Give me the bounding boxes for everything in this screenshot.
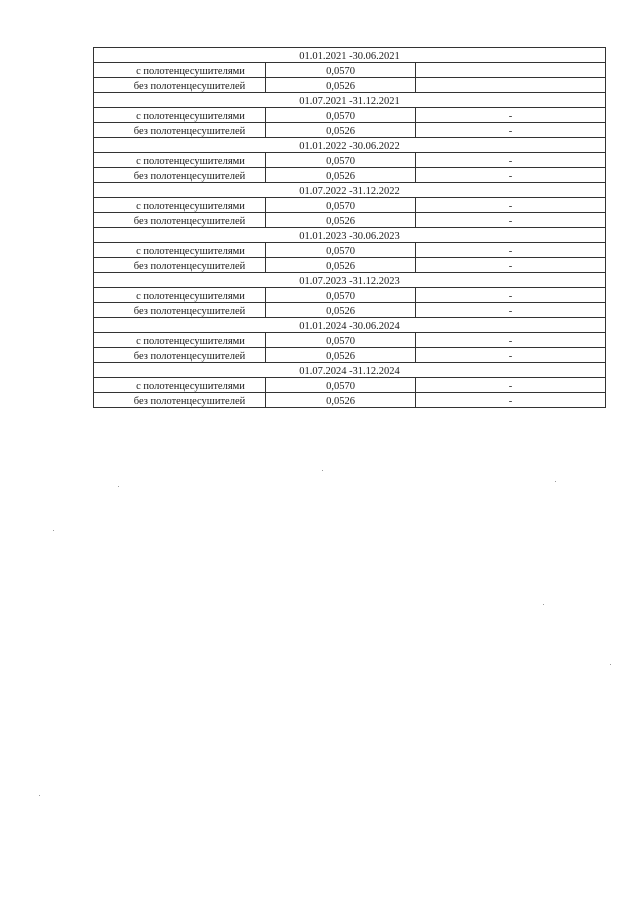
row-type-label: с полотенцесушителями [94, 333, 266, 348]
period-row [94, 138, 606, 153]
row-extra: - [416, 168, 606, 183]
period-label: 01.07.2022 -31.12.2022 [94, 183, 606, 198]
row-type-label: с полотенцесушителями [94, 198, 266, 213]
period-label: 01.01.2024 -30.06.2024 [94, 318, 606, 333]
row-extra [416, 63, 606, 78]
row-type-label: с полотенцесушителями [94, 108, 266, 123]
period-label: 01.07.2024 -31.12.2024 [94, 363, 606, 378]
table-row [94, 213, 606, 228]
tariff-table [93, 47, 606, 408]
row-type-label: без полотенцесушителей [94, 123, 266, 138]
row-type-label: без полотенцесушителей [94, 348, 266, 363]
row-type-label: без полотенцесушителей [94, 168, 266, 183]
row-value: 0,0526 [266, 348, 416, 363]
period-label: 01.01.2023 -30.06.2023 [94, 228, 606, 243]
row-value: 0,0570 [266, 108, 416, 123]
row-type-label: без полотенцесушителей [94, 258, 266, 273]
row-extra: - [416, 393, 606, 408]
row-extra: - [416, 198, 606, 213]
row-extra: - [416, 108, 606, 123]
row-type-label: с полотенцесушителями [94, 288, 266, 303]
row-type-label: без полотенцесушителей [94, 303, 266, 318]
row-value: 0,0526 [266, 303, 416, 318]
row-type-label: с полотенцесушителями [94, 378, 266, 393]
row-value: 0,0526 [266, 123, 416, 138]
row-value: 0,0526 [266, 393, 416, 408]
table-row [94, 288, 606, 303]
row-value: 0,0570 [266, 198, 416, 213]
row-type-label: с полотенцесушителями [94, 243, 266, 258]
row-value: 0,0570 [266, 288, 416, 303]
row-value: 0,0570 [266, 63, 416, 78]
row-type-label: без полотенцесушителей [94, 78, 266, 93]
row-type-label: без полотенцесушителей [94, 213, 266, 228]
row-extra: - [416, 348, 606, 363]
table-row [94, 303, 606, 318]
period-row [94, 228, 606, 243]
row-value: 0,0570 [266, 378, 416, 393]
row-extra: - [416, 153, 606, 168]
row-value: 0,0526 [266, 78, 416, 93]
period-label: 01.07.2023 -31.12.2023 [94, 273, 606, 288]
row-extra [416, 78, 606, 93]
row-value: 0,0570 [266, 243, 416, 258]
table-row [94, 153, 606, 168]
scan-speck [53, 530, 54, 531]
period-row [94, 363, 606, 378]
row-value: 0,0570 [266, 153, 416, 168]
row-extra: - [416, 333, 606, 348]
period-row [94, 183, 606, 198]
table-row [94, 108, 606, 123]
row-extra: - [416, 213, 606, 228]
row-value: 0,0526 [266, 168, 416, 183]
period-row [94, 318, 606, 333]
tariff-table-body [94, 48, 606, 408]
period-row [94, 48, 606, 63]
table-row [94, 123, 606, 138]
scan-speck [322, 470, 323, 471]
period-label: 01.01.2021 -30.06.2021 [94, 48, 606, 63]
period-row [94, 93, 606, 108]
table-row [94, 168, 606, 183]
scan-speck [555, 481, 556, 482]
period-row [94, 273, 606, 288]
scan-speck [610, 664, 611, 665]
row-value: 0,0526 [266, 258, 416, 273]
scan-speck [543, 604, 544, 605]
row-type-label: с полотенцесушителями [94, 63, 266, 78]
table-row [94, 378, 606, 393]
row-extra: - [416, 378, 606, 393]
row-extra: - [416, 123, 606, 138]
table-row [94, 78, 606, 93]
row-type-label: без полотенцесушителей [94, 393, 266, 408]
row-extra: - [416, 303, 606, 318]
table-row [94, 63, 606, 78]
row-extra: - [416, 243, 606, 258]
row-type-label: с полотенцесушителями [94, 153, 266, 168]
table-row [94, 258, 606, 273]
row-extra: - [416, 288, 606, 303]
table-row [94, 198, 606, 213]
row-extra: - [416, 258, 606, 273]
period-label: 01.07.2021 -31.12.2021 [94, 93, 606, 108]
table-row [94, 348, 606, 363]
period-label: 01.01.2022 -30.06.2022 [94, 138, 606, 153]
table-row [94, 393, 606, 408]
table-row [94, 333, 606, 348]
row-value: 0,0570 [266, 333, 416, 348]
table-row [94, 243, 606, 258]
scan-speck [39, 795, 40, 796]
scan-speck [118, 486, 119, 487]
row-value: 0,0526 [266, 213, 416, 228]
